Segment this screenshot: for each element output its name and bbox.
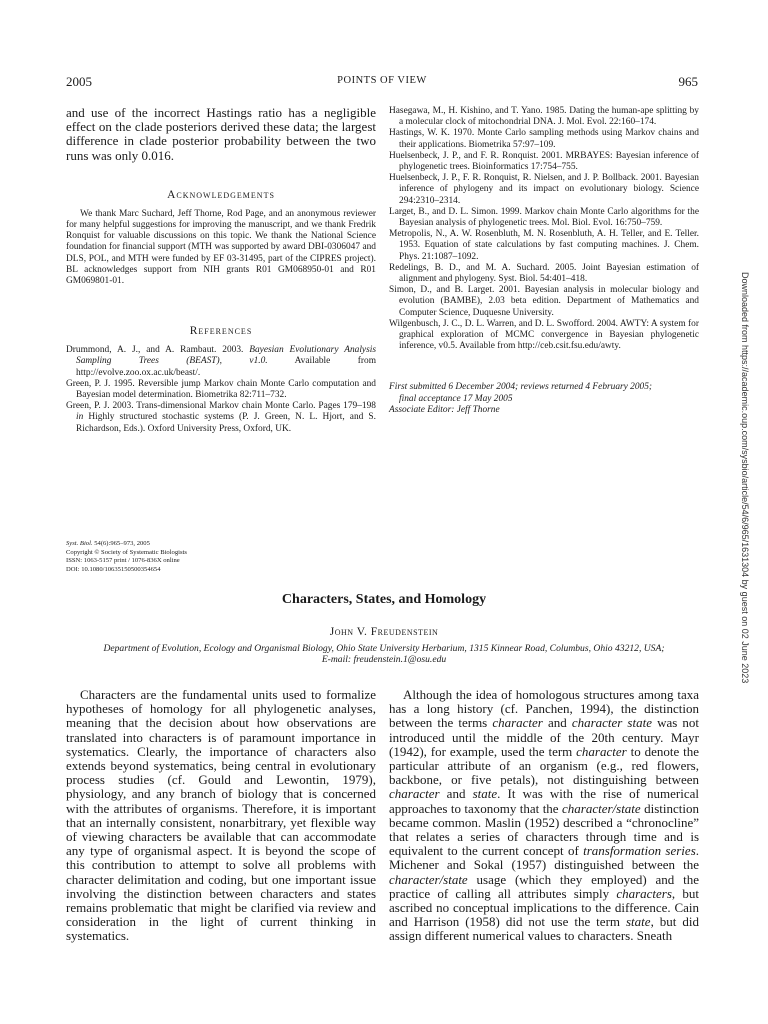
reference-item: Huelsenbeck, J. P., F. R. Ronquist, R. Nielsen, and J. P. Bollback. 2001. Bayesian inference of phylogeny and its impact on evolutionary biology. Science 294:2310–2314. xyxy=(389,173,699,206)
issn-line: ISSN: 1063-5157 print / 1076-836X online xyxy=(66,557,180,565)
references-heading: References xyxy=(189,325,253,338)
reference-list-right xyxy=(389,106,699,352)
reference-item: Hastings, W. K. 1970. Monte Carlo sampling methods using Markov chains and their applications. Biometrika 57:97–109. xyxy=(389,128,699,150)
author-name: John V. Freudenstein xyxy=(329,626,439,638)
reference-item: Hasegawa, M., H. Kishino, and T. Yano. 1985. Dating the human-ape splitting by a molecular clock of mitochondrial DNA. J. Mol. Evol. 22:160–174. xyxy=(389,106,699,128)
reference-item: Metropolis, N., A. W. Rosenbluth, M. N. Rosenbluth, A. H. Teller, and E. Teller. 1953. Equation of state calculations by fast computing machines. J. Chem. Phys. 21:1087–1092. xyxy=(389,229,699,262)
download-watermark: Downloaded from https://academic.oup.com/sysbio/article/54/6/965/1631304 by guest on 02 June 2023 xyxy=(740,272,750,684)
author-affiliation: Department of Evolution, Ecology and Organismal Biology, Ohio State University Herbarium, 1315 Kinnear Road, Columbus, Ohio 43212, USA; E-mail: freudenstein.1@osu.edu xyxy=(70,643,698,666)
reference-item: Wilgenbusch, J. C., D. L. Warren, and D. L. Swofford. 2004. AWTY: A system for graphical exploration of MCMC convergence in Bayesian phylogenetic inference, v0.5. Available from http://ceb.csit.fsu.edu/awty. xyxy=(389,318,699,352)
article-metadata xyxy=(66,540,187,574)
left-column-top xyxy=(66,106,376,435)
reference-item: Drummond, A. J., and A. Rambaut. 2003. Bayesian Evolutionary Analysis Sampling Trees (BEAST), v1.0. Available from http://evolve.zoo.ox.ac.uk/beast/. xyxy=(66,345,376,378)
acknowledgements-text: We thank Marc Suchard, Jeff Thorne, Rod Page, and an anonymous reviewer for many helpful suggestions for improving the manuscript, and we thank Fredrik Ronquist for valuable discussions on this topic. We thank the National Science foundation for financial support (MTH was supported by award DBI-0306047 and DLS, POL, and MTH were funded by EF 03-31495, part of the CIPRES project). BL acknowledges support from NIH grants R01 GM068950-01 and R01 GM069801-01. xyxy=(66,208,376,287)
acknowledgements-heading: Acknowledgements xyxy=(167,188,275,201)
associate-editor: Associate Editor: Jeff Thorne xyxy=(389,404,500,415)
acceptance-date: final acceptance 17 May 2005 xyxy=(399,393,513,404)
submission-dates: First submitted 6 December 2004; reviews returned 4 February 2005; xyxy=(389,382,653,393)
author-email: E-mail: freudenstein.1@osu.edu xyxy=(321,654,447,666)
doi-line: DOI: 10.1080/10635150500354654 xyxy=(66,565,161,573)
body-paragraph: Characters are the fundamental units used to formalize hypotheses of homology for all phylogenetic analyses, meaning that the decision about how observations are translated into characters is of paramount importance in systematics. Clearly, the importance of characters also extends beyond systematics, being central in evolutionary process studies (cf. Gould and Lewontin, 1979), physiology, and any branch of biology that is concerned with the attributes of organisms. Therefore, it is important that an internally consistent, nonarbitrary, yet flexible way of viewing characters be available that can accommodate any type of organismal aspect. It is beyond the scope of this contribution to attempt to solve all problems with character delimitation and coding, but one important issue involving the distinction between characters and states remains problematic that might be clarified via review and consideration in the light of current thinking in systematics. xyxy=(66,687,376,944)
reference-item: Huelsenbeck, J. P., and F. R. Ronquist. 2001. MRBAYES: Bayesian inference of phylogenetic trees. Bioinformatics 17:754–755. xyxy=(389,150,699,173)
reference-list-left xyxy=(66,345,376,435)
continued-paragraph: and use of the incorrect Hastings ratio has a negligible effect on the clade posteriors derived these data; the largest difference in clade posterior probability between the two runs was only 0.016. xyxy=(66,105,376,163)
reference-item: Green, P. J. 2003. Trans-dimensional Markov chain Monte Carlo. Pages 179–198 in Highly structured stochastic systems (P. J. Green, N. L. Hjort, and S. Richardson, Eds.). Oxford University Press, Oxford, UK. xyxy=(66,401,376,434)
reference-item: Larget, B., and D. L. Simon. 1999. Markov chain Monte Carlo algorithms for the Bayesian analysis of phylogenetic trees. Mol. Biol. Evol. 16:750–759. xyxy=(389,206,699,229)
running-header xyxy=(66,74,698,94)
header-section-title: POINTS OF VIEW xyxy=(337,75,427,86)
article-title: Characters, States, and Homology xyxy=(281,592,487,607)
body-right-column xyxy=(389,688,699,944)
reference-item: Redelings, B. D., and M. A. Suchard. 2005. Joint Bayesian estimation of alignment and phylogeny. Syst. Biol. 54:401–418. xyxy=(389,262,699,285)
reference-item: Green, P. J. 1995. Reversible jump Markov chain Monte Carlo computation and Bayesian model determination. Biometrika 82:711–732. xyxy=(66,378,376,401)
submission-history xyxy=(389,382,699,416)
right-column-top xyxy=(389,106,699,416)
journal-citation: Syst. Biol. 54(6):965–973, 2005 xyxy=(66,540,150,547)
header-year: 2005 xyxy=(66,74,92,89)
header-page-number: 965 xyxy=(678,74,698,89)
body-paragraph: Although the idea of homologous structures among taxa has a long history (cf. Panchen, 1994), the distinction between the terms character and character state was not introduced until the middle of the 20th century. Mayr (1942), for example, used the term character to denote the particular attribute of an organism (e.g., red flowers, backbone, or five petals), not distinguishing between character and state. It was with the rise of numerical approaches to taxonomy that the character/state distinction became common. Maslin (1952) described a “chronocline” that relates a series of characters through time and is equivalent to the current concept of transformation series. Michener and Sokal (1957) distinguished between the character/state usage (which they employed) and the practice of calling all attributes simply characters, but ascribed no conceptual implications to the difference. Cain and Harrison (1958) did not use the term state, but did assign different numerical values to characters. Sneath xyxy=(389,687,700,944)
copyright-line: Copyright © Society of Systematic Biologists xyxy=(66,548,187,556)
reference-item: Simon, D., and B. Larget. 2001. Bayesian analysis in molecular biology and evolution (BAMBE), 2.03 beta edition. Department of Mathematics and Computer Science, Duquesne University. xyxy=(389,285,699,318)
body-left-column xyxy=(66,688,376,944)
